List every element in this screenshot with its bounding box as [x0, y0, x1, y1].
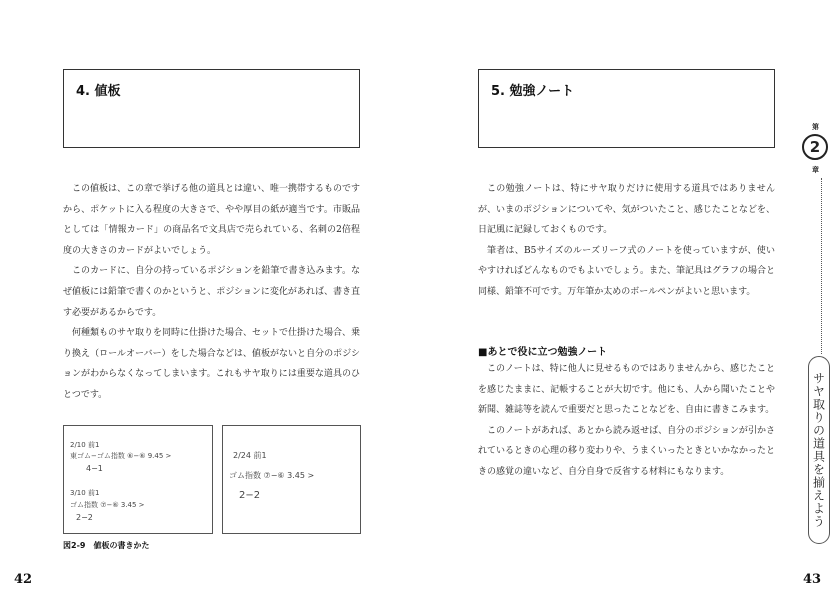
- section-title-left: 4. 値板: [76, 84, 121, 99]
- paragraph: このカードに、自分の持っているポジションを鉛筆で書き込みます。なぜ値板には鉛筆で書くのかというと、ポジションに変化があれば、書き直す必要があるからです。: [63, 266, 360, 318]
- card-text: 東ゴム−ゴム指数 ⑥−⑥ 9.45 >: [70, 452, 172, 460]
- card-text: 2/10 前1: [70, 441, 100, 449]
- handwritten-card-2: [222, 425, 361, 534]
- page-number-right: 43: [803, 572, 822, 587]
- chapter-prefix: 第: [812, 123, 819, 131]
- card-text: 4−1: [86, 464, 103, 473]
- paragraph: この勉強ノートは、特にサヤ取りだけに使用する道具ではありませんが、いまのポジションについてや、気がついたこと、感じたことなどを、日記風に記録しておくものです。: [478, 184, 775, 236]
- chapter-title: サヤ取りの道具を揃えよう: [811, 372, 826, 528]
- card-text: 3/10 前1: [70, 489, 100, 497]
- page-number-left: 42: [14, 572, 33, 587]
- right-section-text: [478, 359, 775, 483]
- section-box-left: [63, 69, 360, 148]
- card-text: 2/24 前1: [233, 451, 267, 460]
- section-heading: ■あとで役に立つ勉強ノート: [478, 347, 608, 358]
- card-text: ゴム指数 ⑦−⑥ 3.45 >: [229, 471, 315, 480]
- paragraph: このノートは、特に他人に見せるものではありませんから、感じたことを感じたままに、記帳することが大切です。他にも、人から聞いたことや新聞、雑誌等を読んで重要だと思ったことなどを、自由に書きこみます。: [478, 364, 775, 416]
- paragraph: このノートがあれば、あとから読み返せば、自分のポジションが引かされているときの心理の移り変わりや、うまくいったときといかなかったときの感覚の違いなど、自分自身で反省する材料にもなります。: [478, 425, 775, 477]
- chapter-suffix: 章: [812, 166, 819, 174]
- paragraph: 筆者は、B5サイズのルーズリーフ式のノートを使っていますが、使いやすければどんなものでもよいでしょう。また、筆記具はグラフの場合と同様、鉛筆不可です。万年筆か太めのボールペンがよいと思います。: [478, 245, 776, 297]
- handwritten-card-1: [63, 425, 213, 534]
- left-body-text: [63, 179, 360, 406]
- section-title-right: 5. 勉強ノート: [491, 84, 575, 99]
- chapter-number-badge: 2: [802, 134, 828, 160]
- paragraph: この値板は、この章で挙げる他の道具とは違い、唯一携帯するものですから、ポケットに入る程度の大きさで、やや厚目の紙が適当です。市販品としては「情報カード」の商品名で文具店で売られている、名刺の2倍程度の大きさのカードがよいでしょう。: [63, 184, 361, 256]
- card-text: 2−2: [76, 513, 93, 522]
- card-text: ゴム指数 ⑦−⑥ 3.45 >: [70, 501, 145, 509]
- card-text: 2−2: [239, 490, 261, 501]
- chapter-title-tab: [808, 356, 830, 544]
- section-box-right: [478, 69, 775, 148]
- figure-caption: 図2-9 値板の書きかた: [63, 541, 150, 550]
- paragraph: 何種類ものサヤ取りを同時に仕掛けた場合、セットで仕掛けた場合、乗り換え（ロールオーバー）をした場合などは、値板がないと自分のポジションがわからなくなってしまいます。これもサヤ取りには重要な道具のひとつです。: [63, 328, 361, 400]
- chapter-dotted-line: [821, 178, 822, 354]
- right-body-text: [478, 179, 775, 303]
